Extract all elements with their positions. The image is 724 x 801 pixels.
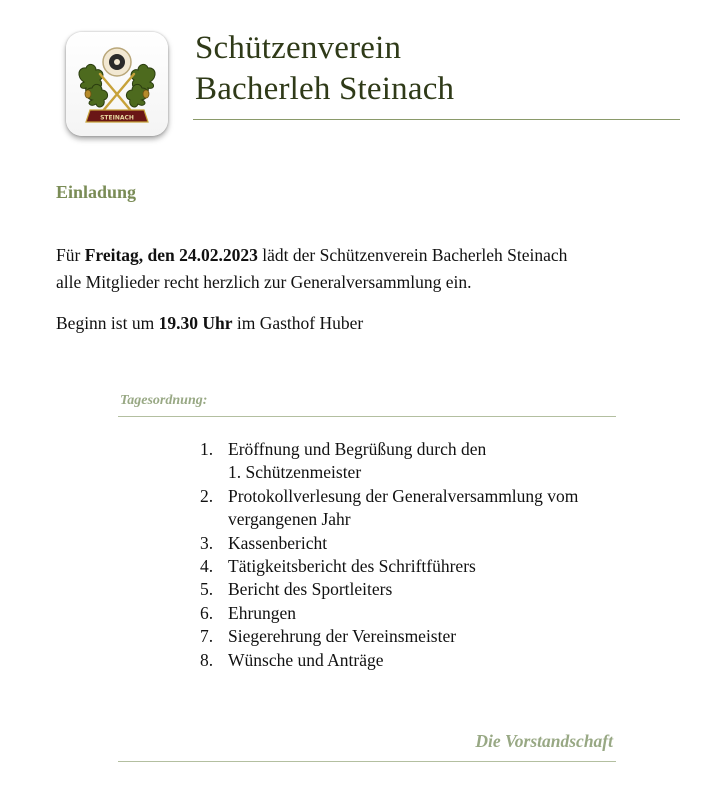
agenda-number: 1. (200, 439, 214, 459)
agenda-text: Ehrungen (228, 602, 297, 623)
para1-prefix: Für (56, 245, 85, 265)
agenda-text: Bericht des Sportleiters (228, 579, 393, 600)
time-text: 19.30 Uhr (158, 313, 233, 333)
invitation-line-2: alle Mitglieder recht herzlich zur Generalversammlung ein. (56, 272, 472, 292)
title-line-1: Schützenverein (195, 30, 402, 66)
agenda-number: 5. (200, 579, 214, 600)
agenda-text: Tätigkeitsbericht des Schriftführers (228, 556, 476, 577)
para1-rest: lädt der Schützenverein Bacherleh Steinach (257, 245, 568, 265)
agenda-label: Tagesordnung: (120, 393, 208, 408)
agenda-number: 3. (200, 532, 214, 553)
agenda-number: 2. (200, 485, 214, 506)
badge-text: STEINACH (100, 114, 134, 122)
agenda-item (200, 578, 578, 601)
agenda-text: Wünsche und Anträge (228, 649, 384, 670)
agenda-item (200, 602, 578, 625)
agenda-text: Siegerehrung der Vereinsmeister (228, 626, 457, 647)
signature: Die Vorstandschaft (475, 731, 613, 751)
club-badge-icon (66, 32, 168, 136)
para2-prefix: Beginn ist um (56, 313, 159, 333)
agenda-number: 6. (200, 602, 214, 623)
signature-divider (118, 761, 616, 762)
agenda-text: Kassenbericht (228, 532, 328, 553)
para2-suffix: im Gasthof Huber (232, 313, 364, 333)
agenda-text-cont: 1. Schützenmeister (228, 462, 362, 483)
agenda-text: Eröffnung und Begrüßung durch den (228, 439, 487, 459)
club-logo (66, 32, 168, 136)
agenda-item (200, 532, 578, 555)
agenda-item (200, 485, 578, 532)
invitation-line-1 (56, 242, 567, 269)
agenda-text: Protokollverlesung der Generalversammlung vom (228, 485, 579, 506)
agenda-number: 7. (200, 626, 214, 647)
invitation-paragraph (56, 242, 567, 296)
page-title (195, 28, 454, 110)
start-time-paragraph (56, 310, 363, 337)
invitation-heading: Einladung (56, 182, 137, 202)
title-line-2: Bacherleh Steinach (195, 71, 455, 107)
agenda-item (200, 438, 578, 485)
agenda-item (200, 649, 578, 672)
title-divider (193, 119, 680, 120)
agenda-list (200, 438, 578, 672)
date-text: Freitag, den 24.02.2023 (84, 245, 258, 265)
agenda-item (200, 555, 578, 578)
agenda-number: 4. (200, 556, 214, 577)
agenda-item (200, 625, 578, 648)
agenda-text-cont: vergangenen Jahr (228, 509, 351, 530)
agenda-number: 8. (200, 649, 214, 670)
agenda-divider (118, 416, 616, 417)
